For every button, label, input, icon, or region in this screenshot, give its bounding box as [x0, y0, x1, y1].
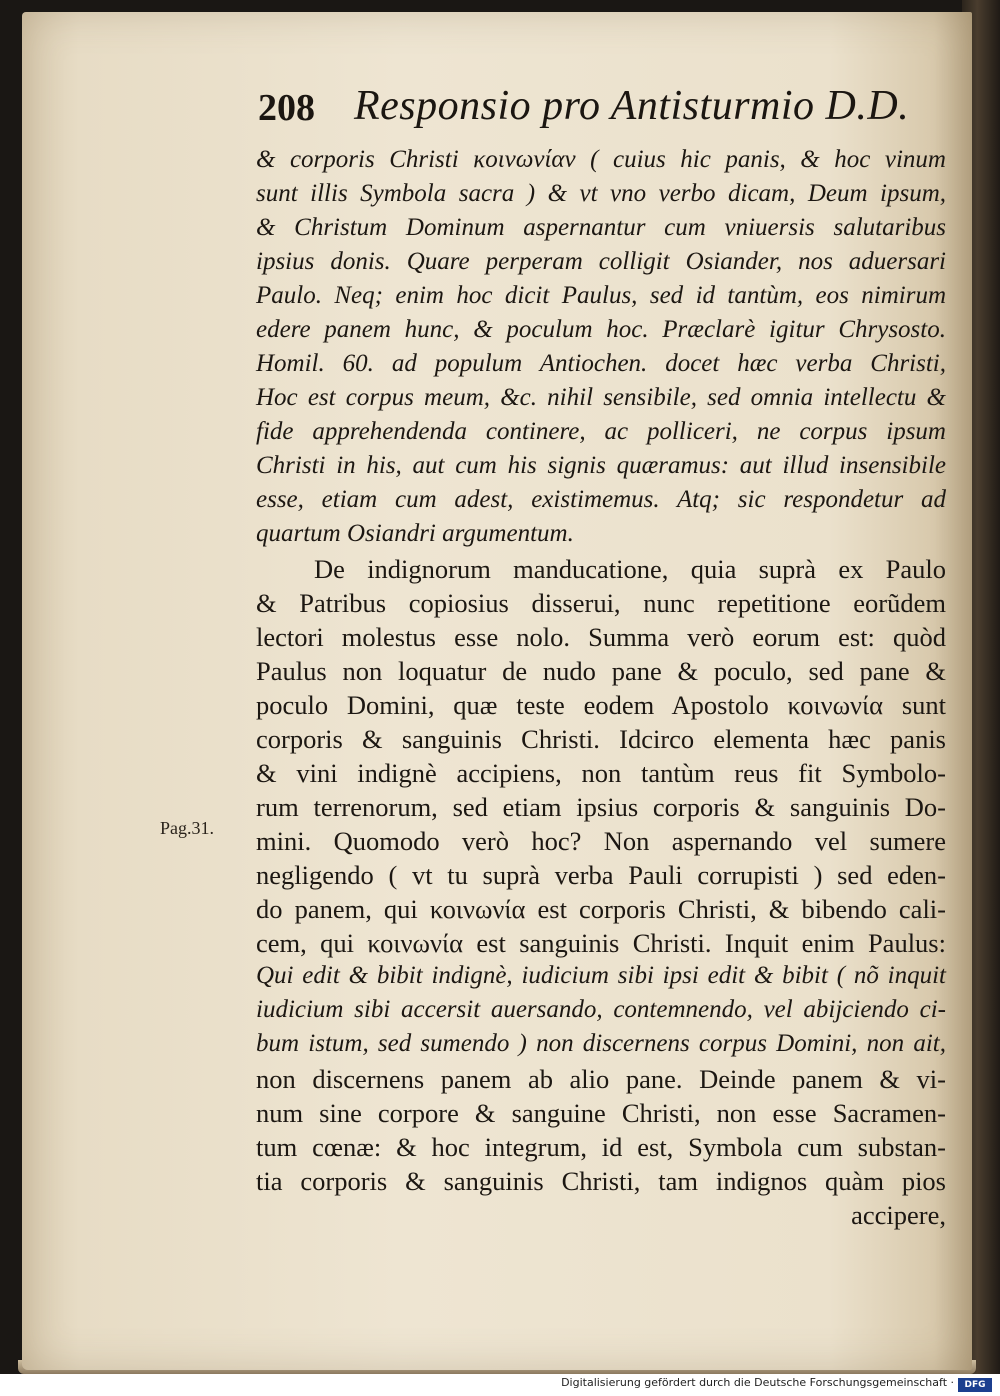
footer-credit: Digitalisierung gefördert durch die Deutsche Forschungsgemeinschaft ·	[561, 1376, 954, 1389]
text-line: bum istum, sed sumendo ) non discernens corpus Domini, non ait,	[256, 1030, 946, 1057]
running-title: Responsio pro Antisturmio D.D.	[354, 83, 910, 129]
footer-bar	[0, 1374, 1000, 1396]
text-line: num sine corpore & sanguine Christi, non esse Sacramen-	[256, 1098, 946, 1128]
text-line: & Patribus copiosius disserui, nunc repetitione eorũdem	[256, 588, 946, 618]
text-line: non discernens panem ab alio pane. Deinde panem & vi-	[256, 1064, 946, 1094]
text-line: poculo Domini, quæ teste eodem Apostolo κοινωνία sunt	[256, 690, 946, 720]
text-line: esse, etiam cum adest, existimemus. Atq; sic respondetur ad	[256, 486, 946, 513]
text-line: edere panem hunc, & poculum hoc. Præclarè igitur Chrysosto.	[256, 316, 946, 343]
text-line: ipsius donis. Quare perperam colligit Osiander, nos aduersari	[256, 248, 946, 275]
text-line: Hoc est corpus meum, &c. nihil sensibile, sed omnia intellectu &	[256, 384, 946, 411]
text-line: corporis & sanguinis Christi. Idcirco elementa hæc panis	[256, 724, 946, 754]
text-line: fide apprehendenda continere, ac polliceri, ne corpus ipsum	[256, 418, 946, 445]
text-line: negligendo ( vt tu suprà verba Pauli corrupisti ) sed eden-	[256, 860, 946, 890]
text-line: & Christum Dominum aspernantur cum vniuersis salutaribus	[256, 214, 946, 241]
margin-note: Pag.31.	[160, 818, 214, 838]
text-line: & corporis Christi κοινωνίαν ( cuius hic panis, & hoc vinum	[256, 146, 946, 173]
page-number: 208	[258, 87, 315, 129]
text-line: Paulo. Neq; enim hoc dicit Paulus, sed id tantùm, eos nimirum	[256, 282, 946, 309]
text-line: & vini indignè accipiens, non tantùm reus fit Symbolo-	[256, 758, 946, 788]
text-line: Paulus non loquatur de nudo pane & poculo, sed pane &	[256, 656, 946, 686]
text-line: do panem, qui κοινωνία est corporis Christi, & bibendo cali-	[256, 894, 946, 924]
text-line: sunt illis Symbola sacra ) & vt vno verbo dicam, Deum ipsum,	[256, 180, 946, 207]
dfg-logo-icon: DFG	[958, 1378, 992, 1392]
text-line: Homil. 60. ad populum Antiochen. docet hæc verba Christi,	[256, 350, 946, 377]
text-line: Qui edit & bibit indignè, iudicium sibi ipsi edit & bibit ( nõ inquit	[256, 962, 946, 989]
text-line: tia corporis & sanguinis Christi, tam indignos quàm pios	[256, 1166, 946, 1196]
text-line: mini. Quomodo verò hoc? Non aspernando vel sumere	[256, 826, 946, 856]
text-line: Christi in his, aut cum his signis quæramus: aut illud insensibile	[256, 452, 946, 479]
text-line: quartum Osiandri argumentum.	[256, 520, 574, 547]
paragraph-first-line: De indignorum manducatione, quia suprà ex Paulo	[314, 554, 946, 584]
text-line: rum terrenorum, sed etiam ipsius corporis & sanguinis Do-	[256, 792, 946, 822]
text-line: tum cœnæ: & hoc integrum, id est, Symbola cum substan-	[256, 1132, 946, 1162]
text-line: cem, qui κοινωνία est sanguinis Christi. Inquit enim Paulus:	[256, 928, 946, 958]
page-header	[258, 80, 918, 140]
text-line: lectori molestus esse nolo. Summa verò eorum est: quòd	[256, 622, 946, 652]
catchword: accipere,	[851, 1200, 946, 1230]
text-line: iudicium sibi accersit auersando, contemnendo, vel abijciendo ci-	[256, 996, 946, 1023]
